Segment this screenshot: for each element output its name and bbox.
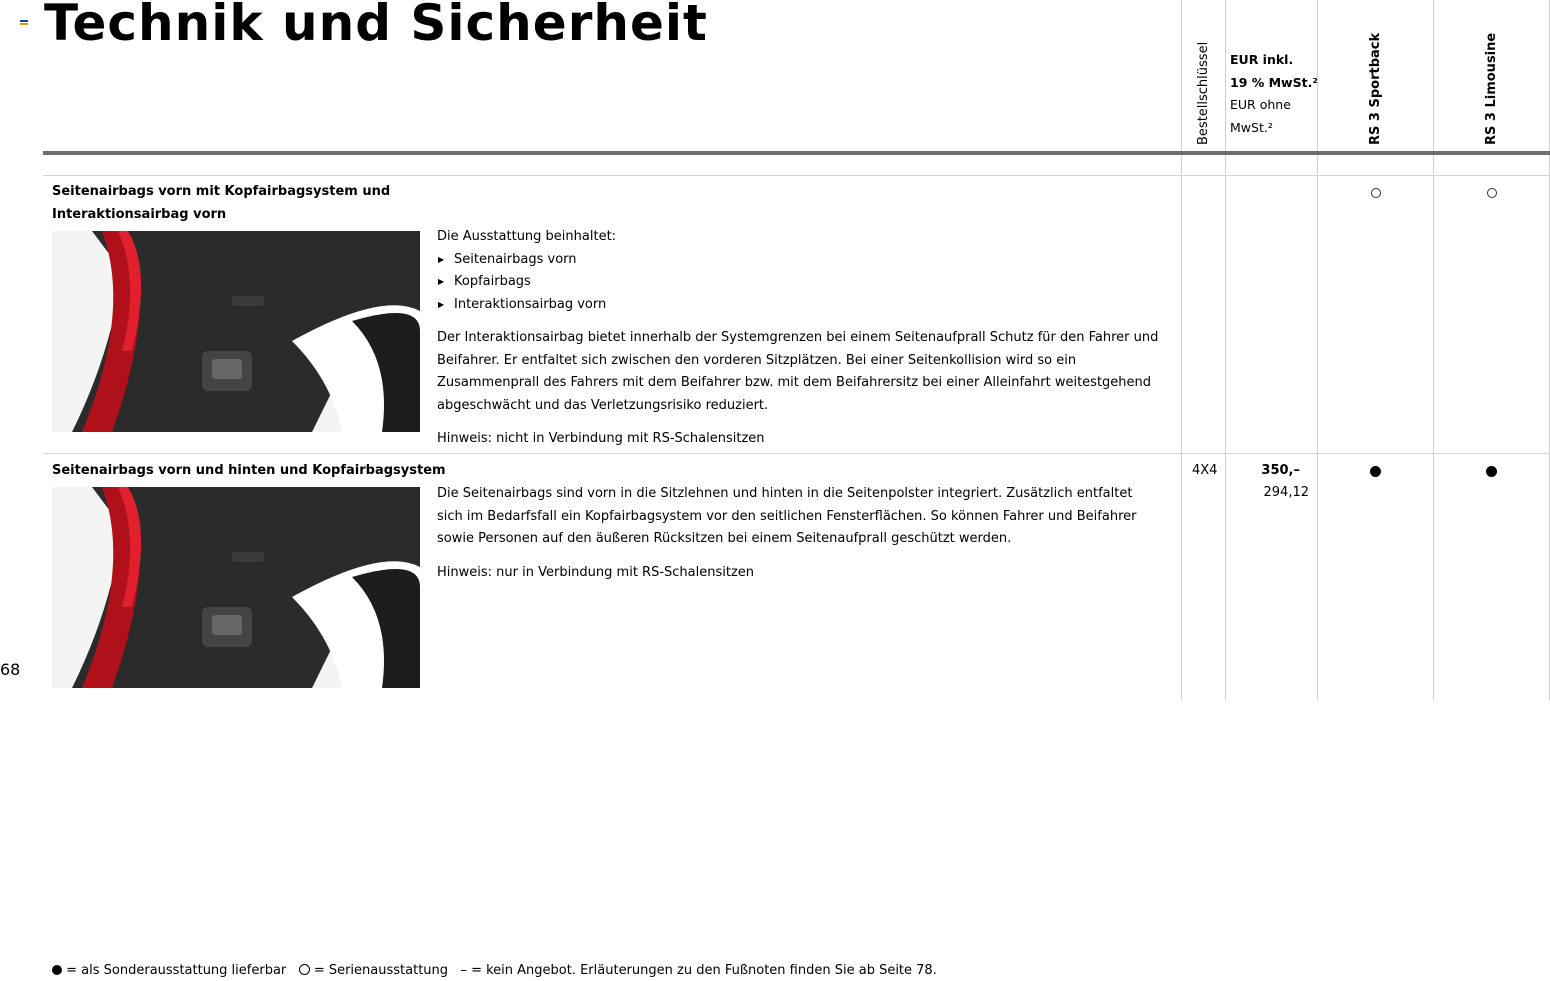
price-excl-vat: 294,12 [1263, 485, 1309, 500]
optional-equipment-icon [1486, 466, 1497, 477]
header-price-excl-1: EUR ohne [1230, 97, 1291, 112]
list-item: ▶ Interaktionsairbag vorn [437, 294, 1162, 317]
item-description [437, 226, 1162, 451]
standard-equipment-icon [1371, 188, 1381, 198]
header-price-incl-2: 19 % MwSt.² [1230, 74, 1318, 90]
note-text: Hinweis: nur in Verbindung mit RS-Schalensitzen [437, 564, 755, 580]
header-price-excl-2: MwSt.² [1230, 119, 1273, 135]
legend-standard: = Serienausstattung [313, 963, 449, 978]
page-title: Technik und Sicherheit [44, 0, 708, 52]
legend-none: – = kein Angebot. Erläuterungen zu den Fußnoten finden Sie ab Seite 78. [460, 963, 937, 978]
row-divider [43, 453, 1550, 454]
flag-icon [20, 20, 28, 27]
description-text: Der Interaktionsairbag bietet innerhalb der Systemgrenzen bei einem Seitenaufprall Schutz für den Fahrer und Beifahrer. Er entfaltet sich zwischen den vorderen Sitzplätzen. Bei einer Seitenkollision wird so ein Zusammenprall des Fahrers mit dem Beifahrer bzw. mit dem Beifahrersitz bei einer Alleinfahrt weitestgehend abgeschwächt und das Verletzungsrisiko reduziert. [437, 330, 1159, 413]
optional-equipment-icon [1370, 466, 1381, 477]
header-order-key: Bestellschlüssel [1196, 41, 1211, 145]
order-key: 4X4 [1192, 463, 1218, 478]
header-rs3-sportback: RS 3 Sportback [1368, 32, 1383, 145]
list-item: ▶ Kopfairbags [437, 271, 1162, 294]
equipment-intro: Die Ausstattung beinhaltet: [437, 229, 617, 244]
item-title: Seitenairbags vorn und hinten und Kopfairbagsystem [52, 463, 446, 478]
column-divider [1181, 0, 1182, 700]
airbag-photo [52, 487, 420, 688]
list-item: ▶ Seitenairbags vorn [437, 249, 1162, 272]
item-title: Seitenairbags vorn mit Kopfairbagsystem und Interaktionsairbag vorn [52, 184, 391, 222]
item-description [437, 483, 1162, 584]
page-number: 68 [0, 660, 21, 679]
header-rule [43, 151, 1550, 155]
note-text: Hinweis: nicht in Verbindung mit RS-Schalensitzen [437, 431, 765, 446]
standard-legend-icon [299, 964, 310, 975]
header-rs3-limousine: RS 3 Limousine [1484, 32, 1499, 145]
description-text: Die Seitenairbags sind vorn in die Sitzlehnen und hinten in die Seitenpolster integriert. Zusätzlich entfaltet sich im Bedarfsfall ein Kopfairbagsystem vor den seitlichen Fensterflächen. So können Fahrer und Beifahrer sowie Personen auf den äußeren Rücksitzen bei einem Seitenaufprall geschützt werden. [437, 486, 1137, 546]
equipment-list [437, 249, 1162, 317]
header-price [1230, 49, 1318, 139]
column-divider [1433, 0, 1434, 700]
row-divider [43, 175, 1550, 176]
column-divider [1225, 0, 1226, 700]
price-incl-vat: 350,– [1261, 463, 1300, 478]
standard-equipment-icon [1487, 188, 1497, 198]
legend [52, 963, 937, 978]
airbag-photo [52, 231, 420, 432]
header-price-incl-1: EUR inkl. [1230, 52, 1294, 67]
legend-optional: = als Sonderausstattung lieferbar [66, 963, 287, 978]
optional-legend-icon [52, 965, 62, 975]
